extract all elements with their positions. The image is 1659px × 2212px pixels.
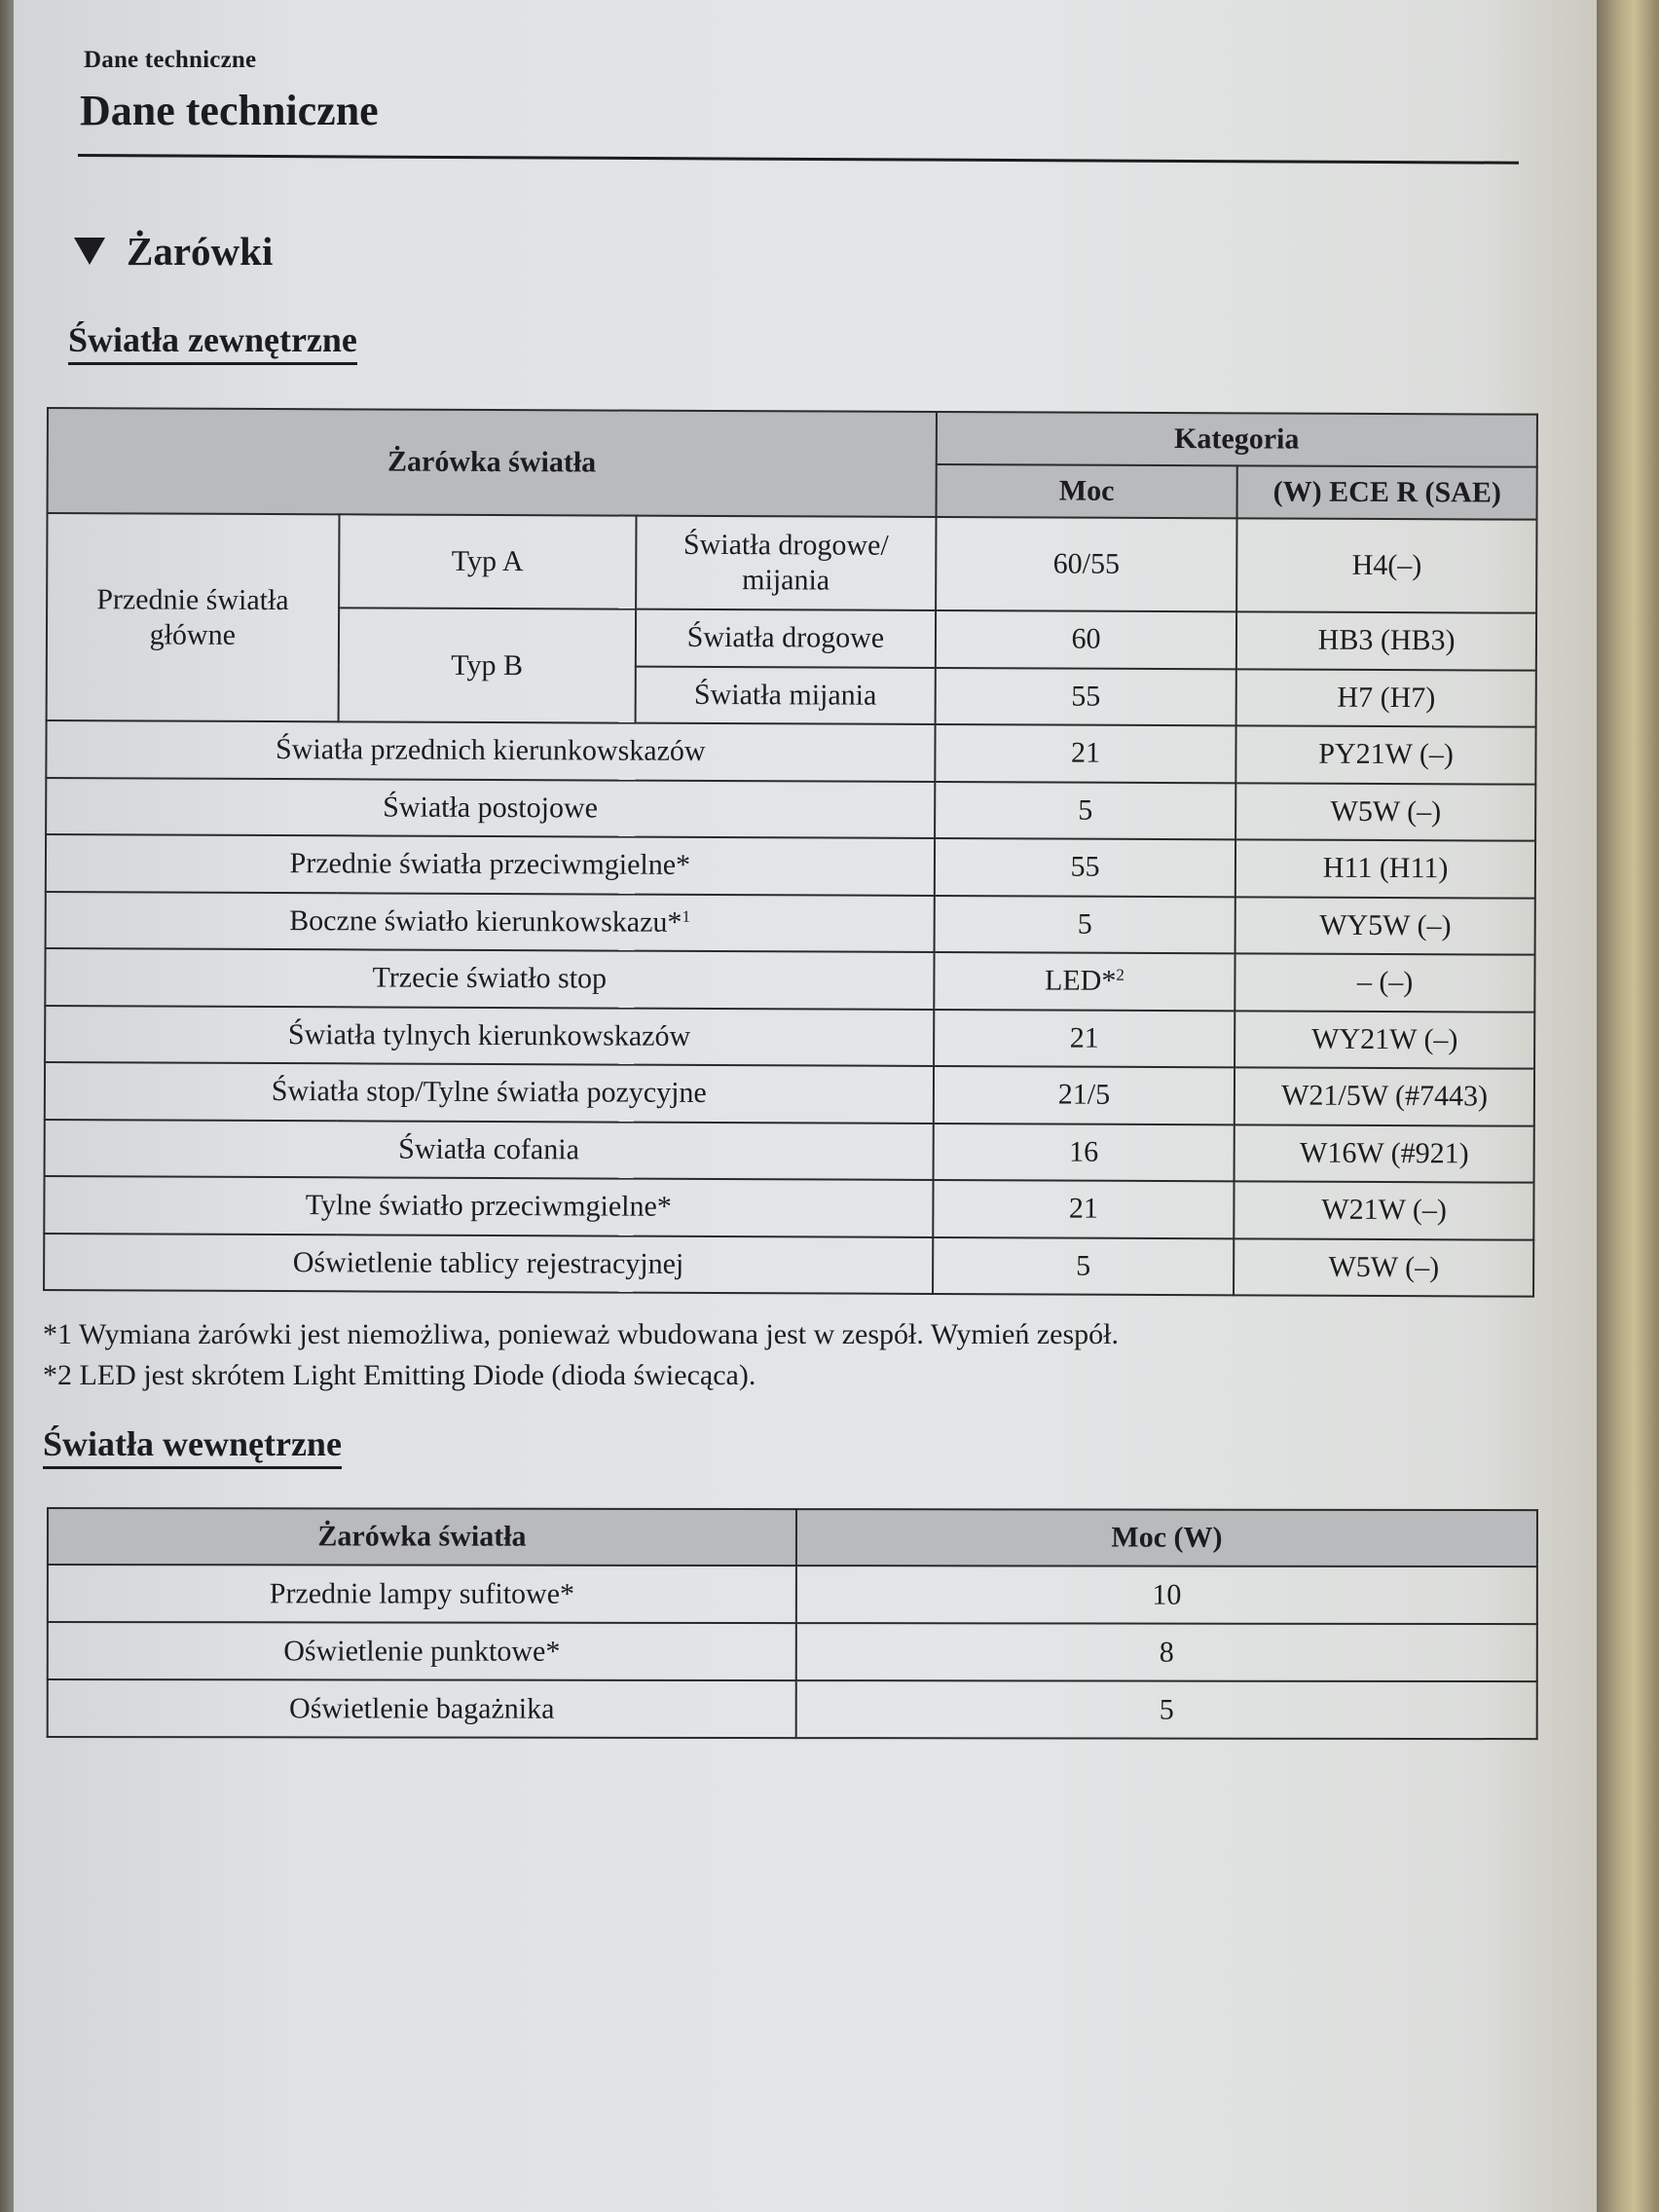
bulb-power: 55 xyxy=(935,667,1236,725)
interior-lights-heading: Światła wewnętrzne xyxy=(43,1423,342,1469)
bulb-name-text: Boczne światło kierunkowskazu* xyxy=(289,903,682,939)
bulb-power-text: 21 xyxy=(1069,1021,1099,1054)
bulb-name: Przednie lampy sufitowe* xyxy=(48,1565,796,1623)
table-row xyxy=(45,1005,1534,1068)
bulb-power xyxy=(933,1123,1235,1181)
bulb-power-text: 21 xyxy=(1070,736,1101,769)
table-row xyxy=(44,1176,1533,1239)
bulb-power-text: 16 xyxy=(1069,1135,1099,1168)
bulb-name-text: Światła postojowe xyxy=(383,791,599,825)
page-title: Dane techniczne xyxy=(80,87,379,134)
book-binding xyxy=(1597,0,1659,2212)
bulb-power: 60 xyxy=(936,610,1237,669)
table-row xyxy=(45,1062,1534,1125)
bulb-power xyxy=(934,895,1235,953)
bulb-ece: WY21W (–) xyxy=(1235,1011,1534,1069)
bulb-power-text: 5 xyxy=(1078,793,1093,827)
footnote-mark: 1 xyxy=(682,906,691,926)
table-row xyxy=(48,1622,1537,1681)
bulb-name xyxy=(45,1062,934,1123)
bulb-ece: – (–) xyxy=(1235,953,1535,1012)
bulb-power xyxy=(935,724,1236,783)
bulb-name xyxy=(46,720,935,781)
footnotes xyxy=(43,1314,1119,1396)
col-header-power: Moc (W) xyxy=(796,1509,1537,1567)
table-row xyxy=(48,1679,1537,1739)
bulb-name xyxy=(46,891,935,951)
bulb-power xyxy=(935,838,1236,897)
bulb-ece: W5W (–) xyxy=(1235,783,1535,841)
bulb-ece: H7 (H7) xyxy=(1236,669,1536,727)
bulb-ece: W16W (#921) xyxy=(1235,1124,1534,1183)
bulb-ece: WY5W (–) xyxy=(1235,897,1535,955)
bulb-ece: W5W (–) xyxy=(1234,1238,1533,1297)
table-row xyxy=(46,720,1535,784)
bulb-ece: W21/5W (#7443) xyxy=(1235,1067,1534,1125)
headlights-label: Przednie światła główne xyxy=(47,513,340,721)
bulb-ece: PY21W (–) xyxy=(1236,725,1536,784)
bulb-name: Oświetlenie bagażnika xyxy=(48,1679,796,1738)
bulb-power xyxy=(934,1066,1235,1124)
footnote-1: *1 Wymiana żarówki jest niemożliwa, ponieważ wbudowana jest w zespół. Wymień zespół. xyxy=(43,1318,1119,1350)
bulb-power: 60/55 xyxy=(936,517,1237,611)
footnote-mark: 2 xyxy=(1116,966,1124,985)
bulb-power: 10 xyxy=(796,1566,1537,1624)
bulb-name xyxy=(46,834,935,895)
bulb-name-text: Oświetlenie tablicy rejestracyjnej xyxy=(292,1245,684,1280)
table-row xyxy=(44,1233,1533,1296)
bulb-power-text: 21/5 xyxy=(1057,1078,1111,1112)
col-header-bulb: Żarówka światła xyxy=(48,1508,796,1566)
bulb-name: Światła drogowe/ mijania xyxy=(636,516,936,610)
bulb-ece: H11 (H11) xyxy=(1235,839,1535,898)
bulb-power xyxy=(933,1180,1235,1238)
bulb-power-text: 55 xyxy=(1070,850,1100,883)
bulb-name-text: Przednie światła przeciwmgielne* xyxy=(289,847,691,882)
bulb-name-text: Światła cofania xyxy=(398,1132,580,1166)
triangle-down-icon xyxy=(74,238,105,265)
footnote-2: *2 LED jest skrótem Light Emitting Diode (dioda świecąca). xyxy=(43,1359,756,1391)
bulb-name xyxy=(46,778,935,838)
table-row xyxy=(45,948,1534,1012)
section-heading-text: Żarówki xyxy=(127,229,274,274)
bulb-name xyxy=(45,1005,934,1065)
col-header-power: Moc xyxy=(936,464,1237,518)
bulb-name xyxy=(45,1119,934,1179)
table-header-row xyxy=(48,1508,1537,1567)
running-head: Dane techniczne xyxy=(84,47,257,73)
bulb-power: 8 xyxy=(796,1623,1537,1681)
table-header-row xyxy=(48,408,1537,467)
bulb-name-text: Światła stop/Tylne światła pozycyjne xyxy=(271,1075,707,1110)
bulb-power-text: LED* xyxy=(1044,964,1117,998)
table-row xyxy=(48,1565,1537,1624)
bulb-name xyxy=(44,1233,933,1293)
bulb-ece: HB3 (HB3) xyxy=(1236,611,1536,670)
table-row xyxy=(46,834,1535,898)
table-row xyxy=(46,778,1535,841)
table-row xyxy=(47,513,1536,613)
bulb-name xyxy=(45,948,934,1009)
bulb-name-text: Światła tylnych kierunkowskazów xyxy=(287,1017,691,1052)
bulb-name-text: Tylne światło przeciwmgielne* xyxy=(305,1189,672,1224)
table-row xyxy=(45,1119,1534,1182)
bulb-power: 5 xyxy=(796,1680,1537,1739)
bulb-name xyxy=(44,1176,933,1236)
exterior-lights-heading: Światła zewnętrzne xyxy=(68,319,357,365)
section-heading xyxy=(74,228,273,275)
bulb-ece: H4(–) xyxy=(1236,518,1536,612)
bulb-name: Światła drogowe xyxy=(636,609,936,668)
bulb-ece: W21W (–) xyxy=(1235,1181,1534,1239)
bulb-name-text: Światła przednich kierunkowskazów xyxy=(276,733,706,768)
bulb-power xyxy=(934,952,1235,1011)
exterior-lights-table xyxy=(43,407,1538,1298)
bulb-name: Oświetlenie punktowe* xyxy=(48,1622,796,1680)
bulb-power-text: 5 xyxy=(1077,907,1092,940)
type-a-label: Typ A xyxy=(339,514,637,608)
bulb-power xyxy=(934,1009,1235,1067)
table-row xyxy=(46,891,1535,954)
interior-lights-table xyxy=(47,1507,1538,1740)
type-b-label: Typ B xyxy=(338,608,636,722)
bulb-power xyxy=(935,781,1236,839)
col-header-ece: (W) ECE R (SAE) xyxy=(1237,465,1537,519)
bulb-power-text: 5 xyxy=(1076,1249,1091,1282)
bulb-name-text: Trzecie światło stop xyxy=(372,961,608,995)
bulb-name: Światła mijania xyxy=(636,666,936,724)
bulb-power-text: 21 xyxy=(1068,1192,1099,1225)
bulb-power xyxy=(933,1236,1235,1295)
col-header-category: Kategoria xyxy=(937,412,1537,467)
col-header-bulb: Żarówka światła xyxy=(48,408,937,517)
